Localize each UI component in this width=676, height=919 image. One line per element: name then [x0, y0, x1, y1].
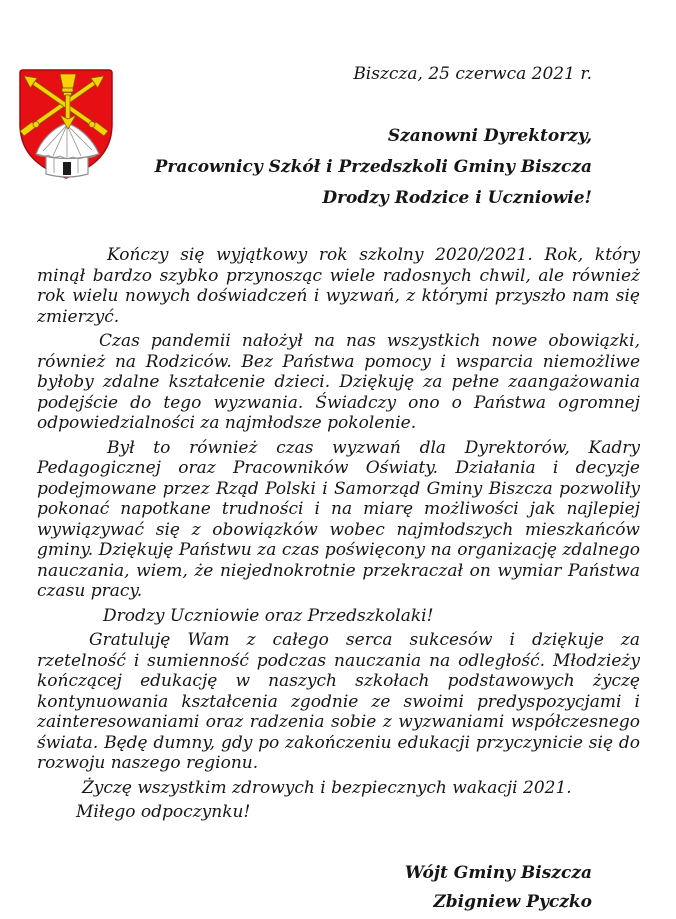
- line-holiday-wishes: Życzę wszystkim zdrowych i bezpiecznych wakacji 2021.: [82, 777, 572, 798]
- salutation-line-parents-pupils: Drodzy Rodzice i Uczniowie!: [322, 187, 592, 208]
- signature-name: Zbigniew Pyczko: [433, 892, 592, 912]
- beehive-door: [63, 162, 71, 175]
- paragraph-congratulations: Gratuluję Wam z całego serca sukcesów i dziękuje za rzetelność i sumienność podczas nauczania na odległość. Młodzieży kończącej edukację w naszych szkołach podstawowych życzę kontynuowania kształcenia zgodnie ze swoimi predyspozycjami i zainteresowaniami oraz radzenia sobie z wyzwaniami współczesnego świata. Będę dumny, gdy po zakończeniu edukacji przyczynicie się do rozwoju naszego regionu.: [37, 630, 640, 773]
- coat-of-arms-icon: [16, 67, 116, 183]
- signature-title: Wójt Gminy Biszcza: [404, 862, 592, 883]
- salutation-line-directors: Szanowni Dyrektorzy,: [387, 125, 592, 146]
- date-line: Biszcza, 25 czerwca 2021 r.: [353, 64, 592, 84]
- paragraph-challenges: Był to również czas wyzwań dla Dyrektorów, Kadry Pedagogicznej oraz Pracowników Oświaty. Działania i decyzje podejmowane przez Rząd Polski i Samorząd Gminy Biszcza pozwoliły pokonać napotkane trudności i na miarę możliwości jak najlepiej wywiązywać się z obowiązków wobec najmłodszych mieszkańców gminy. Dziękuję Państwu za czas poświęcony na organizację zdalnego nauczania, wiem, że niejednokrotnie przekraczał on wymiar Państwa czasu pracy.: [37, 437, 640, 601]
- paragraph-pandemic: Czas pandemii nałożył na nas wszystkich nowe obowiązki, również na Rodziców. Bez Państwa pomocy i wsparcia niemożliwe byłoby zdalne kształcenie dzieci. Dziękuję za pełne zaangażowania podejście do tego wyzwania. Świadczy ono o Państwa ogromnej odpowiedzialności za najmłodsze pokolenie.: [37, 331, 640, 433]
- line-students-greeting: Drodzy Uczniowie oraz Przedszkolaki!: [103, 605, 434, 626]
- paragraph-school-year: Kończy się wyjątkowy rok szkolny 2020/2021. Rok, który minął bardzo szybko przynosząc wiele radosnych chwil, ale również rok wielu nowych doświadczeń i wyzwań, z którymi przyszło nam się zmierzyć.: [37, 245, 640, 327]
- line-rest-wish: Miłego odpoczynku!: [76, 802, 251, 822]
- salutation-line-staff: Pracownicy Szkół i Przedszkoli Gminy Biszcza: [154, 156, 592, 177]
